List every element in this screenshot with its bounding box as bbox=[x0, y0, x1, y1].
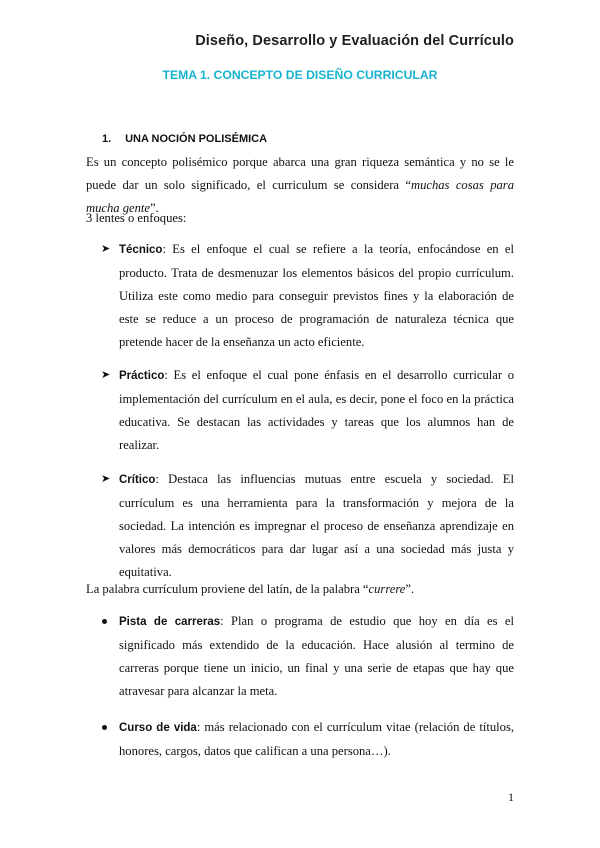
meaning-text: : más relacionado con el currículum vitae (relación de títulos, honores, cargos, datos que califican a una persona…). bbox=[119, 720, 514, 758]
approach-text: : Destaca las influencias mutuas entre escuela y sociedad. El currículum es una herramienta para la transformación y mejora de la sociedad. La intención es impregnar el proceso de enseñanza aprendizaje en valores más democráticos para dar lugar así a una sociedad más justa y equitativa. bbox=[119, 472, 514, 579]
intro-text: Es un concepto polisémico porque abarca una gran riqueza semántica y no se le puede dar un solo significado, el curriculum se considera “ bbox=[86, 155, 514, 192]
approach-term: Práctico bbox=[119, 370, 165, 382]
section-heading bbox=[102, 133, 267, 145]
arrow-bullet-icon: ➤ bbox=[101, 369, 111, 381]
meaning-item-pista bbox=[119, 610, 514, 703]
document-header-title: Diseño, Desarrollo y Evaluación del Currículo bbox=[195, 33, 514, 49]
bullet-dot-icon bbox=[102, 725, 107, 730]
arrow-bullet-icon: ➤ bbox=[101, 473, 111, 485]
topic-title: TEMA 1. CONCEPTO DE DISEÑO CURRICULAR bbox=[162, 68, 438, 82]
approach-item-critico bbox=[101, 468, 514, 584]
meaning-item-curso bbox=[119, 716, 514, 763]
page-number: 1 bbox=[508, 790, 514, 804]
approach-text: : Es el enfoque el cual pone énfasis en el desarrollo curricular o implementación del currículum en el aula, es decir, pone el foco en la práctica educativa. Se destacan las actividades y tareas que los alumnos han de realizar. bbox=[119, 368, 514, 452]
section-title: UNA NOCIÓN POLISÉMICA bbox=[125, 133, 268, 145]
arrow-bullet-icon: ➤ bbox=[101, 243, 111, 255]
approach-term: Técnico bbox=[119, 244, 163, 256]
lenses-intro: 3 lentes o enfoques: bbox=[86, 211, 187, 225]
approach-item-tecnico bbox=[101, 238, 514, 354]
origin-quote: currere bbox=[368, 582, 406, 596]
intro-quote: muchas cosas para mucha gente bbox=[86, 178, 514, 215]
approach-item-practico bbox=[101, 364, 514, 457]
intro-end: ”. bbox=[150, 201, 159, 215]
section-number: 1. bbox=[102, 133, 112, 145]
origin-paragraph bbox=[86, 578, 514, 601]
meaning-text: : Plan o programa de estudio que hoy en día es el significado más extendido de la educación. Hace alusión al termino de carreras porque tiene un inicio, un final y una serie de etapas que hay que atravesar para alcanzar la meta. bbox=[119, 614, 514, 698]
origin-end: ”. bbox=[405, 582, 415, 596]
bullet-dot-icon bbox=[102, 619, 107, 624]
meaning-term: Curso de vida bbox=[119, 722, 197, 734]
approach-term: Crítico bbox=[119, 474, 156, 486]
meaning-term: Pista de carreras bbox=[119, 616, 221, 628]
approach-text: : Es el enfoque el cual se refiere a la teoría, enfocándose en el producto. Trata de desmenuzar los elementos básicos del propio currículum. Utiliza este como medio para conseguir previstos fines y la elaboración de este se reduce a un proceso de programación de naturaleza técnica que pretende hacer de la enseñanza un acto eficiente. bbox=[119, 242, 514, 349]
origin-text: La palabra currículum proviene del latín, de la palabra “ bbox=[86, 582, 369, 596]
